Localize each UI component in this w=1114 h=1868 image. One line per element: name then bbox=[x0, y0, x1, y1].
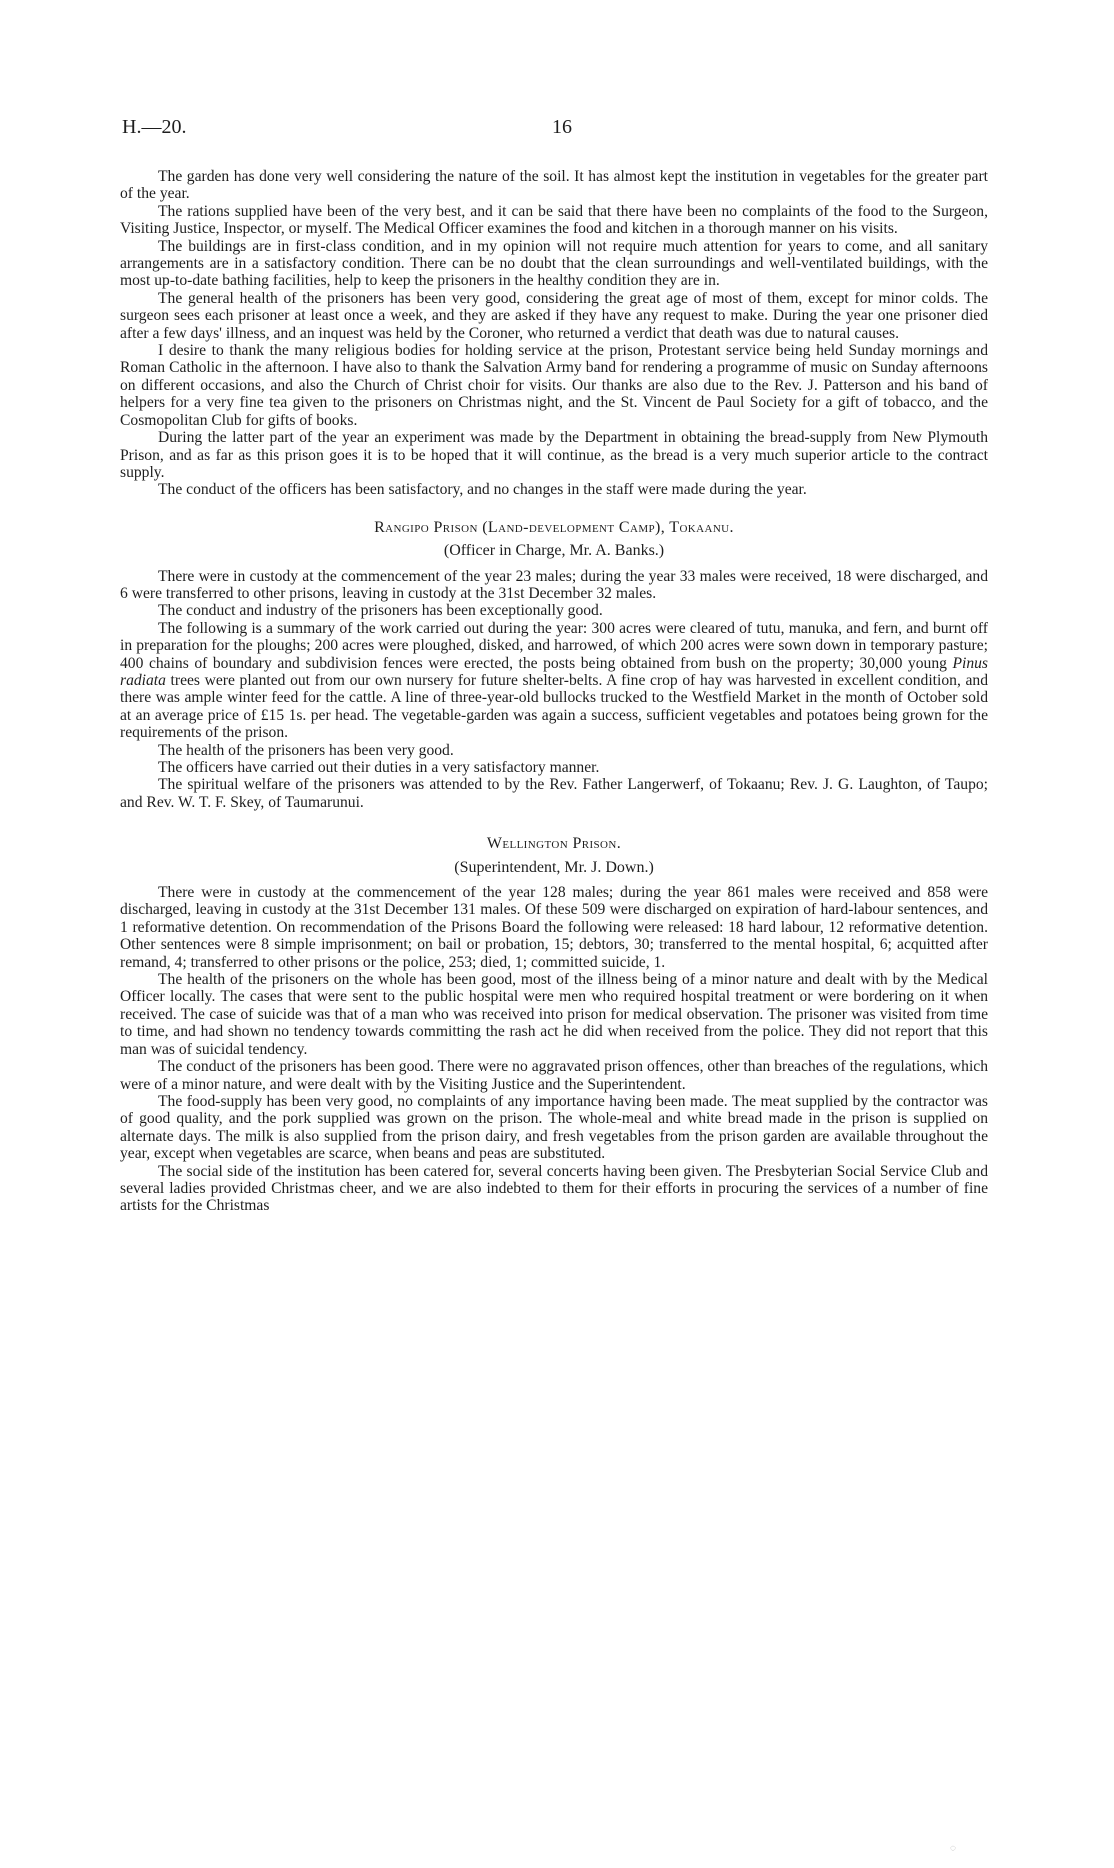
section-subtitle-wellington: (Superintendent, Mr. J. Down.) bbox=[454, 858, 654, 876]
paragraph-wellington-conduct: The conduct of the prisoners has been good. There were no aggravated prison offences, other than breaches of the regulations, which were of a minor nature, and were dealt with by the Visiting Justice and the Superintendent. bbox=[120, 1058, 988, 1093]
work-text-start: The following is a summary of the work carried out during the year: 300 acres were cleared of tutu, manuka, and fern, and burnt off in preparation for the ploughs; 200 acres were ploughed, disked, and harrowed, of which 200 acres were sown down in temporary pasture; 400 chains of boundary and subdivision fences were erected, the posts being obtained from bush on the property; 30,000 young bbox=[120, 619, 988, 672]
page-header bbox=[122, 116, 992, 146]
paragraph-bread-supply: During the latter part of the year an experiment was made by the Department in obtaining the bread-supply from New Plymouth Prison, and as far as this prison goes it is to be hoped that it will continue, as the bread is a very much superior article to the contract supply. bbox=[120, 429, 988, 481]
section-title-wellington: Wellington Prison. bbox=[486, 835, 622, 853]
paragraph-rangipo-officers: The officers have carried out their duties in a very satisfactory manner. bbox=[158, 759, 600, 776]
paragraph-religious-thanks: I desire to thank the many religious bodies for holding service at the prison, Protestant service being held Sunday mornings and Roman Catholic in the afternoon. I have also to thank the Salvation Army band for rendering a programme of music on Sunday afternoons on different occasions, and also the Church of Christ choir for visits. Our thanks are also due to the Rev. J. Patterson and his band of helpers for a very fine tea given to the prisoners on Christmas night, and the St. Vincent de Paul Society for a gift of tobacco, and the Cosmopolitan Club for gifts of books. bbox=[120, 342, 988, 429]
paragraph-health: The general health of the prisoners has been very good, considering the great age of most of them, except for minor colds. The surgeon sees each prisoner at least once a week, and they are asked if they have any request to make. During the year one prisoner died after a few days' illness, and an inquest was held by the Coroner, who returned a verdict that death was due to natural causes. bbox=[120, 289, 988, 342]
paragraph-wellington-custody: There were in custody at the commencement of the year 128 males; during the year 861 males were received and 858 were discharged, leaving in custody at the 31st December 131 males. Of these 509 were discharged on expiration of hard-labour sentences, and 1 reformative detention. On recommendation of the Prisons Board the following were released: 18 hard labour, 12 reformative detention. Other sentences were 8 simple imprisonment; on bail or probation, 15; debtors, 30; transferred to the mental hospital, 6; acquitted after remand, 4; transferred to other prisons or the police, 253; died, 1; committed suicide, 1. bbox=[120, 884, 988, 971]
paragraph-buildings: The buildings are in first-class condition, and in my opinion will not require much attention for years to come, and all sanitary arrangements are in a satisfactory condition. There can be no doubt that the clean surroundings and well-ventilated buildings, with the most up-to-date bathing facilities, help to keep the prisoners in the healthy condition they are in. bbox=[120, 237, 988, 290]
paragraph-wellington-food: The food-supply has been very good, no complaints of any importance having been made. The meat supplied by the contractor was of good quality, and the pork supplied was grown on the prison. The whole-meal and white bread made in the prison is supplied on alternate days. The milk is also supplied from the prison dairy, and fresh vegetables from the prison garden are available throughout the year, except when vegetables are scarce, when beans and peas are substituted. bbox=[120, 1092, 988, 1163]
document-body bbox=[120, 168, 988, 1215]
paragraph-rangipo-conduct: The conduct and industry of the prisoners has been exceptionally good. bbox=[158, 602, 603, 620]
paragraph-officers-conduct: The conduct of the officers has been satisfactory, and no changes in the staff were made during the year. bbox=[158, 481, 807, 499]
paragraph-wellington-health: The health of the prisoners on the whole has been good, most of the illness being of a minor nature and dealt with by the Medical Officer locally. The cases that were sent to the public hospital were men who required hospital treatment or were bordering on it when received. The case of suicide was that of a man who was received into prison for medical observation. The prisoner was visited from time to time, and had shown no tendency towards committing the rash act he did when received from the police. They did not report that this man was of suicidal tendency. bbox=[120, 971, 988, 1058]
paragraph-rangipo-health: The health of the prisoners has been very good. bbox=[158, 741, 454, 759]
page-number: 16 bbox=[552, 116, 572, 138]
paragraph-rations: The rations supplied have been of the very best, and it can be said that there have been no complaints of the food to the Surgeon, Visiting Justice, Inspector, or myself. The Medical Officer examines the food and kitchen in a thorough manner on his visits. bbox=[120, 202, 988, 238]
section-subtitle-rangipo: (Officer in Charge, Mr. A. Banks.) bbox=[443, 542, 665, 560]
work-text-end: trees were planted out from our own nursery for future shelter-belts. A fine crop of hay was harvested in excellent condition, and there was ample winter feed for the cattle. A line of three-year-old bullocks trucked to the Westfield Market in the month of October sold at an average price of £15 1s. per head. The vegetable-garden was again a success, sufficient vegetables and potatoes being grown for the requirements of the prison. bbox=[120, 671, 988, 742]
paragraph-wellington-social: The social side of the institution has been catered for, several concerts having been given. The Presbyterian Social Service Club and several ladies provided Christmas cheer, and we are also indebted to them for their efforts in procuring the services of a number of fine artists for the Christmas bbox=[120, 1162, 988, 1215]
species-name: Pinus radiata bbox=[120, 654, 988, 689]
parliamentary-paper-reference: H.—20. bbox=[122, 116, 187, 138]
paragraph-rangipo-spiritual: The spiritual welfare of the prisoners was attended to by the Rev. Father Langerwerf, of Tokaanu; Rev. J. G. Laughton, of Taupo; and Rev. W. T. F. Skey, of Taumarunui. bbox=[120, 776, 988, 811]
paragraph-rangipo-custody: There were in custody at the commencement of the year 23 males; during the year 33 males were received, 18 were discharged, and 6 were transferred to other prisons, leaving in custody at the 31st December 32 males. bbox=[120, 567, 988, 602]
paragraph-garden: The garden has done very well considering the nature of the soil. It has almost kept the institution in vegetables for the greater part of the year. bbox=[120, 168, 988, 203]
paragraph-rangipo-work bbox=[120, 620, 988, 742]
section-title-rangipo: Rangipo Prison (Land-development Camp), Tokaanu. bbox=[374, 518, 734, 536]
scan-mark: ◌ bbox=[950, 1843, 956, 1854]
